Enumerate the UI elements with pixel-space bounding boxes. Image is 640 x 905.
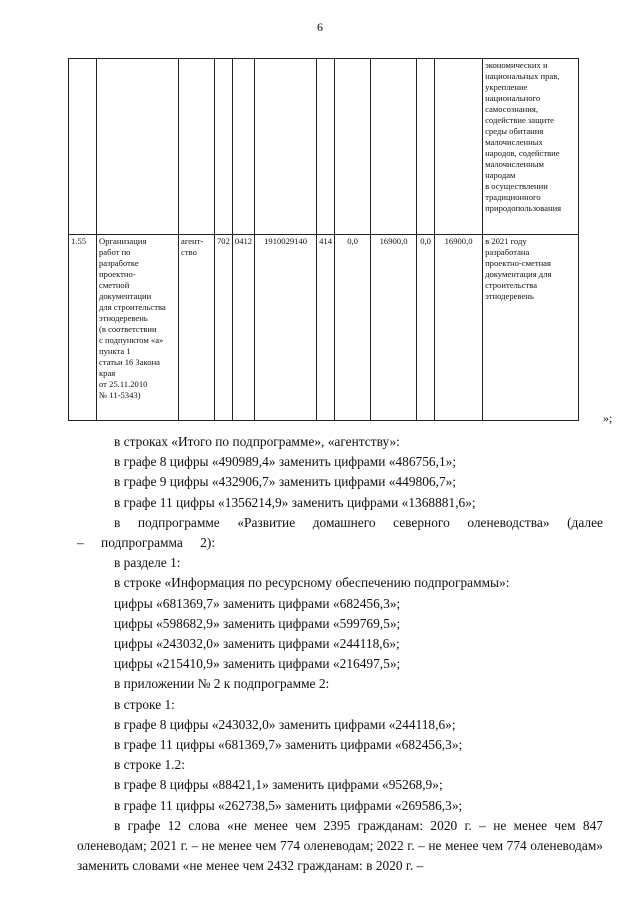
paragraph: в подпрограмме «Развитие домашнего северного оленеводства» (далее – подпрограмма 2): (77, 514, 603, 551)
paragraph: в графе 9 цифры «432906,7» заменить цифрами «449806,7»; (114, 474, 457, 490)
year3-amount-cell: 0,0 (417, 235, 435, 421)
result-cell: в 2021 году разработана проектно-сметная документация для строительства этнодеревень (483, 235, 579, 421)
executor-cell: агент- ство (179, 235, 215, 421)
paragraph: в графе 8 цифры «490989,4» заменить цифрами «486756,1»; (114, 454, 457, 470)
rzpr-code-cell: 0412 (232, 235, 254, 421)
vr-code-cell: 414 (317, 235, 335, 421)
grbs-code-cell: 702 (215, 235, 233, 421)
paragraph: в разделе 1: (114, 555, 181, 571)
page-number: 6 (317, 20, 323, 34)
result-cell: экономических и национальных прав, укрепление национального самосознания, содействие защите среды обитания малочисленных народов, содействие малочисленным народам в осуществлении традиционного природопользования (483, 59, 579, 235)
table-cell (97, 59, 179, 235)
closing-quote-mark: »; (603, 411, 613, 425)
activity-name-cell: Организация работ по разработке проектно- сметной документации для строительства этнодеревень (в соответствии с подпунктом «а» пункта 1 статьи 16 Закона края от 25.11.2010 № 11-5343) (97, 235, 179, 421)
paragraph: цифры «243032,0» заменить цифрами «244118,6»; (114, 636, 400, 652)
table-cell (371, 59, 417, 235)
paragraph: цифры «681369,7» заменить цифрами «682456,3»; (114, 595, 401, 611)
year2-amount-cell: 16900,0 (371, 235, 417, 421)
table-row (69, 59, 579, 235)
paragraph: в строке 1.2: (114, 757, 185, 773)
table-cell (215, 59, 233, 235)
table-cell (69, 59, 97, 235)
amendment-text (77, 432, 603, 876)
total-amount-cell: 16900,0 (435, 235, 483, 421)
year1-amount-cell: 0,0 (335, 235, 371, 421)
table-cell (317, 59, 335, 235)
paragraph: цифры «598682,9» заменить цифрами «599769,5»; (114, 615, 401, 631)
paragraph: в графе 11 цифры «1356214,9» заменить цифрами «1368881,6»; (114, 494, 476, 510)
paragraph: в графе 12 слова «не менее чем 2395 гражданам: 2020 г. – не менее чем 847 оленеводам; 2021 г. – не менее чем 774 оленеводам; 2022 г. – не менее чем 774 оленеводам» заменить словами «не менее чем 2432 гражданам: в 2020 г. – (77, 817, 603, 874)
table-cell (179, 59, 215, 235)
table-cell (232, 59, 254, 235)
paragraph: в графе 11 цифры «681369,7» заменить цифрами «682456,3»; (114, 737, 463, 753)
program-table (68, 58, 579, 421)
paragraph: в графе 8 цифры «243032,0» заменить цифрами «244118,6»; (114, 716, 456, 732)
row-number-cell: 1.55 (69, 235, 97, 421)
paragraph: в строке 1: (114, 696, 175, 712)
table-cell (335, 59, 371, 235)
paragraph: в строках «Итого по подпрограмме», «агентству»: (114, 434, 400, 449)
paragraph: в приложении № 2 к подпрограмме 2: (114, 676, 330, 692)
table-cell (255, 59, 317, 235)
table-cell (417, 59, 435, 235)
paragraph: цифры «215410,9» заменить цифрами «216497,5»; (114, 656, 401, 672)
paragraph: в графе 8 цифры «88421,1» заменить цифрами «95268,9»; (114, 777, 443, 793)
csr-code-cell: 1910029140 (255, 235, 317, 421)
paragraph: в графе 11 цифры «262738,5» заменить цифрами «269586,3»; (114, 797, 463, 813)
table-row (69, 235, 579, 421)
paragraph: в строке «Информация по ресурсному обеспечению подпрограммы»: (114, 575, 510, 591)
table-cell (435, 59, 483, 235)
